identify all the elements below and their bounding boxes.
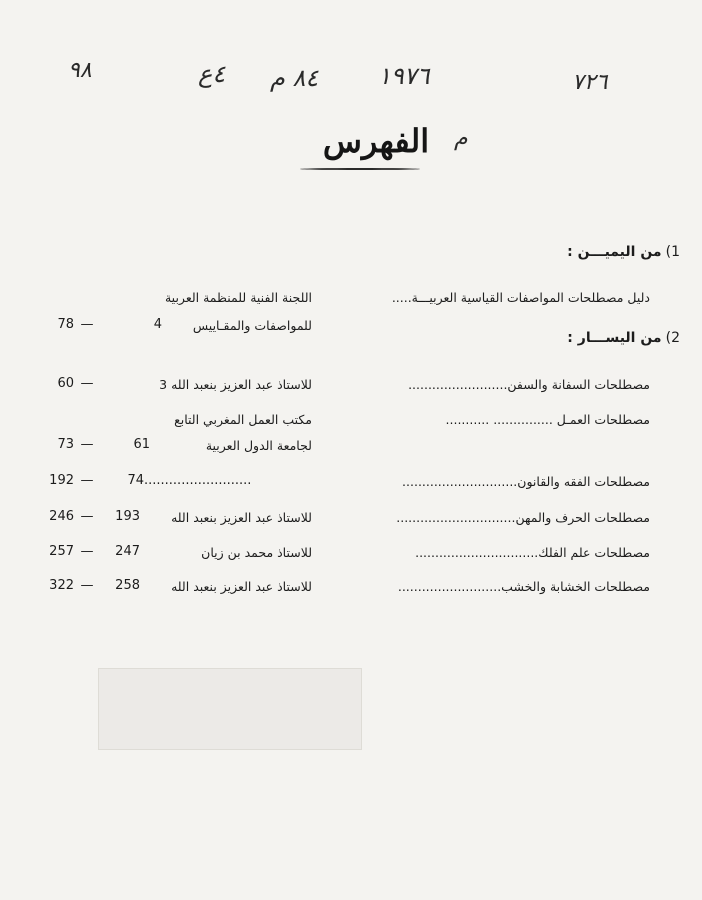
page-range — [28, 509, 140, 524]
page-range — [28, 437, 150, 452]
entry-term: دليل مصطلحات المواصفات القياسية العربيـــة..... — [391, 290, 650, 305]
entry-source: للاستاذ محمد بن زيان — [201, 545, 312, 560]
handwritten-code-left: ٩٨ — [68, 58, 92, 83]
page-to: 78 — [57, 317, 74, 332]
handwritten-mark: م — [454, 126, 468, 151]
entry-term: مصطلحات الفقه والقانون............................. — [402, 474, 650, 489]
page-range — [28, 544, 140, 559]
leader-dots: .......................... — [144, 473, 252, 488]
entry-source-line2: لجامعة الدول العربية — [205, 438, 312, 453]
entry-source: للاستاذ عبد العزيز بنعبد الله — [171, 510, 312, 525]
page-from: 74 — [127, 473, 144, 488]
title-flourish — [300, 168, 420, 170]
entry-source-line2: للمواصفات والمقـاييس — [192, 318, 312, 333]
entry-term: مصطلحات السفانة والسفن......................... — [408, 377, 650, 392]
section-number: 2) — [665, 330, 680, 346]
entry-source: للاستاذ عبد العزيز بنعبد الله 3 — [159, 377, 312, 392]
range-dash: — — [80, 544, 94, 559]
page-to: 192 — [49, 473, 74, 488]
range-dash: — — [80, 509, 94, 524]
entry-source: اللجنة الفنية للمنظمة العربية — [164, 290, 312, 305]
page-from: 193 — [115, 509, 140, 524]
section-number: 1) — [665, 244, 680, 260]
page-to: 246 — [49, 509, 74, 524]
section-right-heading — [567, 244, 680, 260]
handwritten-code-mid1: ٤ع — [198, 60, 226, 88]
page-from: 61 — [133, 437, 150, 452]
entry-source: مكتب العمل المغربي التابع — [174, 412, 312, 427]
handwritten-code-right: ٧٢٦ — [572, 70, 608, 95]
page-range — [28, 578, 140, 593]
range-dash: — — [80, 473, 94, 488]
page-range — [28, 473, 251, 488]
section-label: من اليميـــن : — [567, 244, 662, 260]
page-from: 247 — [115, 544, 140, 559]
section-left-heading — [567, 330, 680, 346]
page-to: 60 — [57, 376, 74, 391]
entry-source: للاستاذ عبد العزيز بنعبد الله — [171, 579, 312, 594]
handwritten-year: ١٩٧٦ — [378, 62, 430, 90]
page-from: 258 — [115, 578, 140, 593]
section-label: من اليســـار : — [567, 330, 662, 346]
library-stamp — [98, 668, 362, 750]
range-dash: — — [80, 437, 94, 452]
range-dash: — — [80, 317, 94, 332]
range-dash: — — [80, 376, 94, 391]
page-to: 322 — [49, 578, 74, 593]
entry-term: مصطلحات العمـل ............... ........... — [445, 412, 650, 427]
page-to: 257 — [49, 544, 74, 559]
page-title: الفهرس — [322, 122, 430, 160]
range-dash: — — [80, 578, 94, 593]
page-from: 4 — [153, 317, 162, 332]
page-to: 73 — [57, 437, 74, 452]
page-range — [28, 376, 100, 391]
entry-term: مصطلحات علم الفلك............................... — [415, 545, 650, 560]
entry-term: مصطلحات الخشابة والخشب.......................... — [397, 579, 650, 594]
handwritten-code-mid2: ٨٤ م — [270, 64, 319, 92]
entry-term: مصطلحات الحرف والمهن.............................. — [396, 510, 650, 525]
page-range — [28, 317, 162, 332]
